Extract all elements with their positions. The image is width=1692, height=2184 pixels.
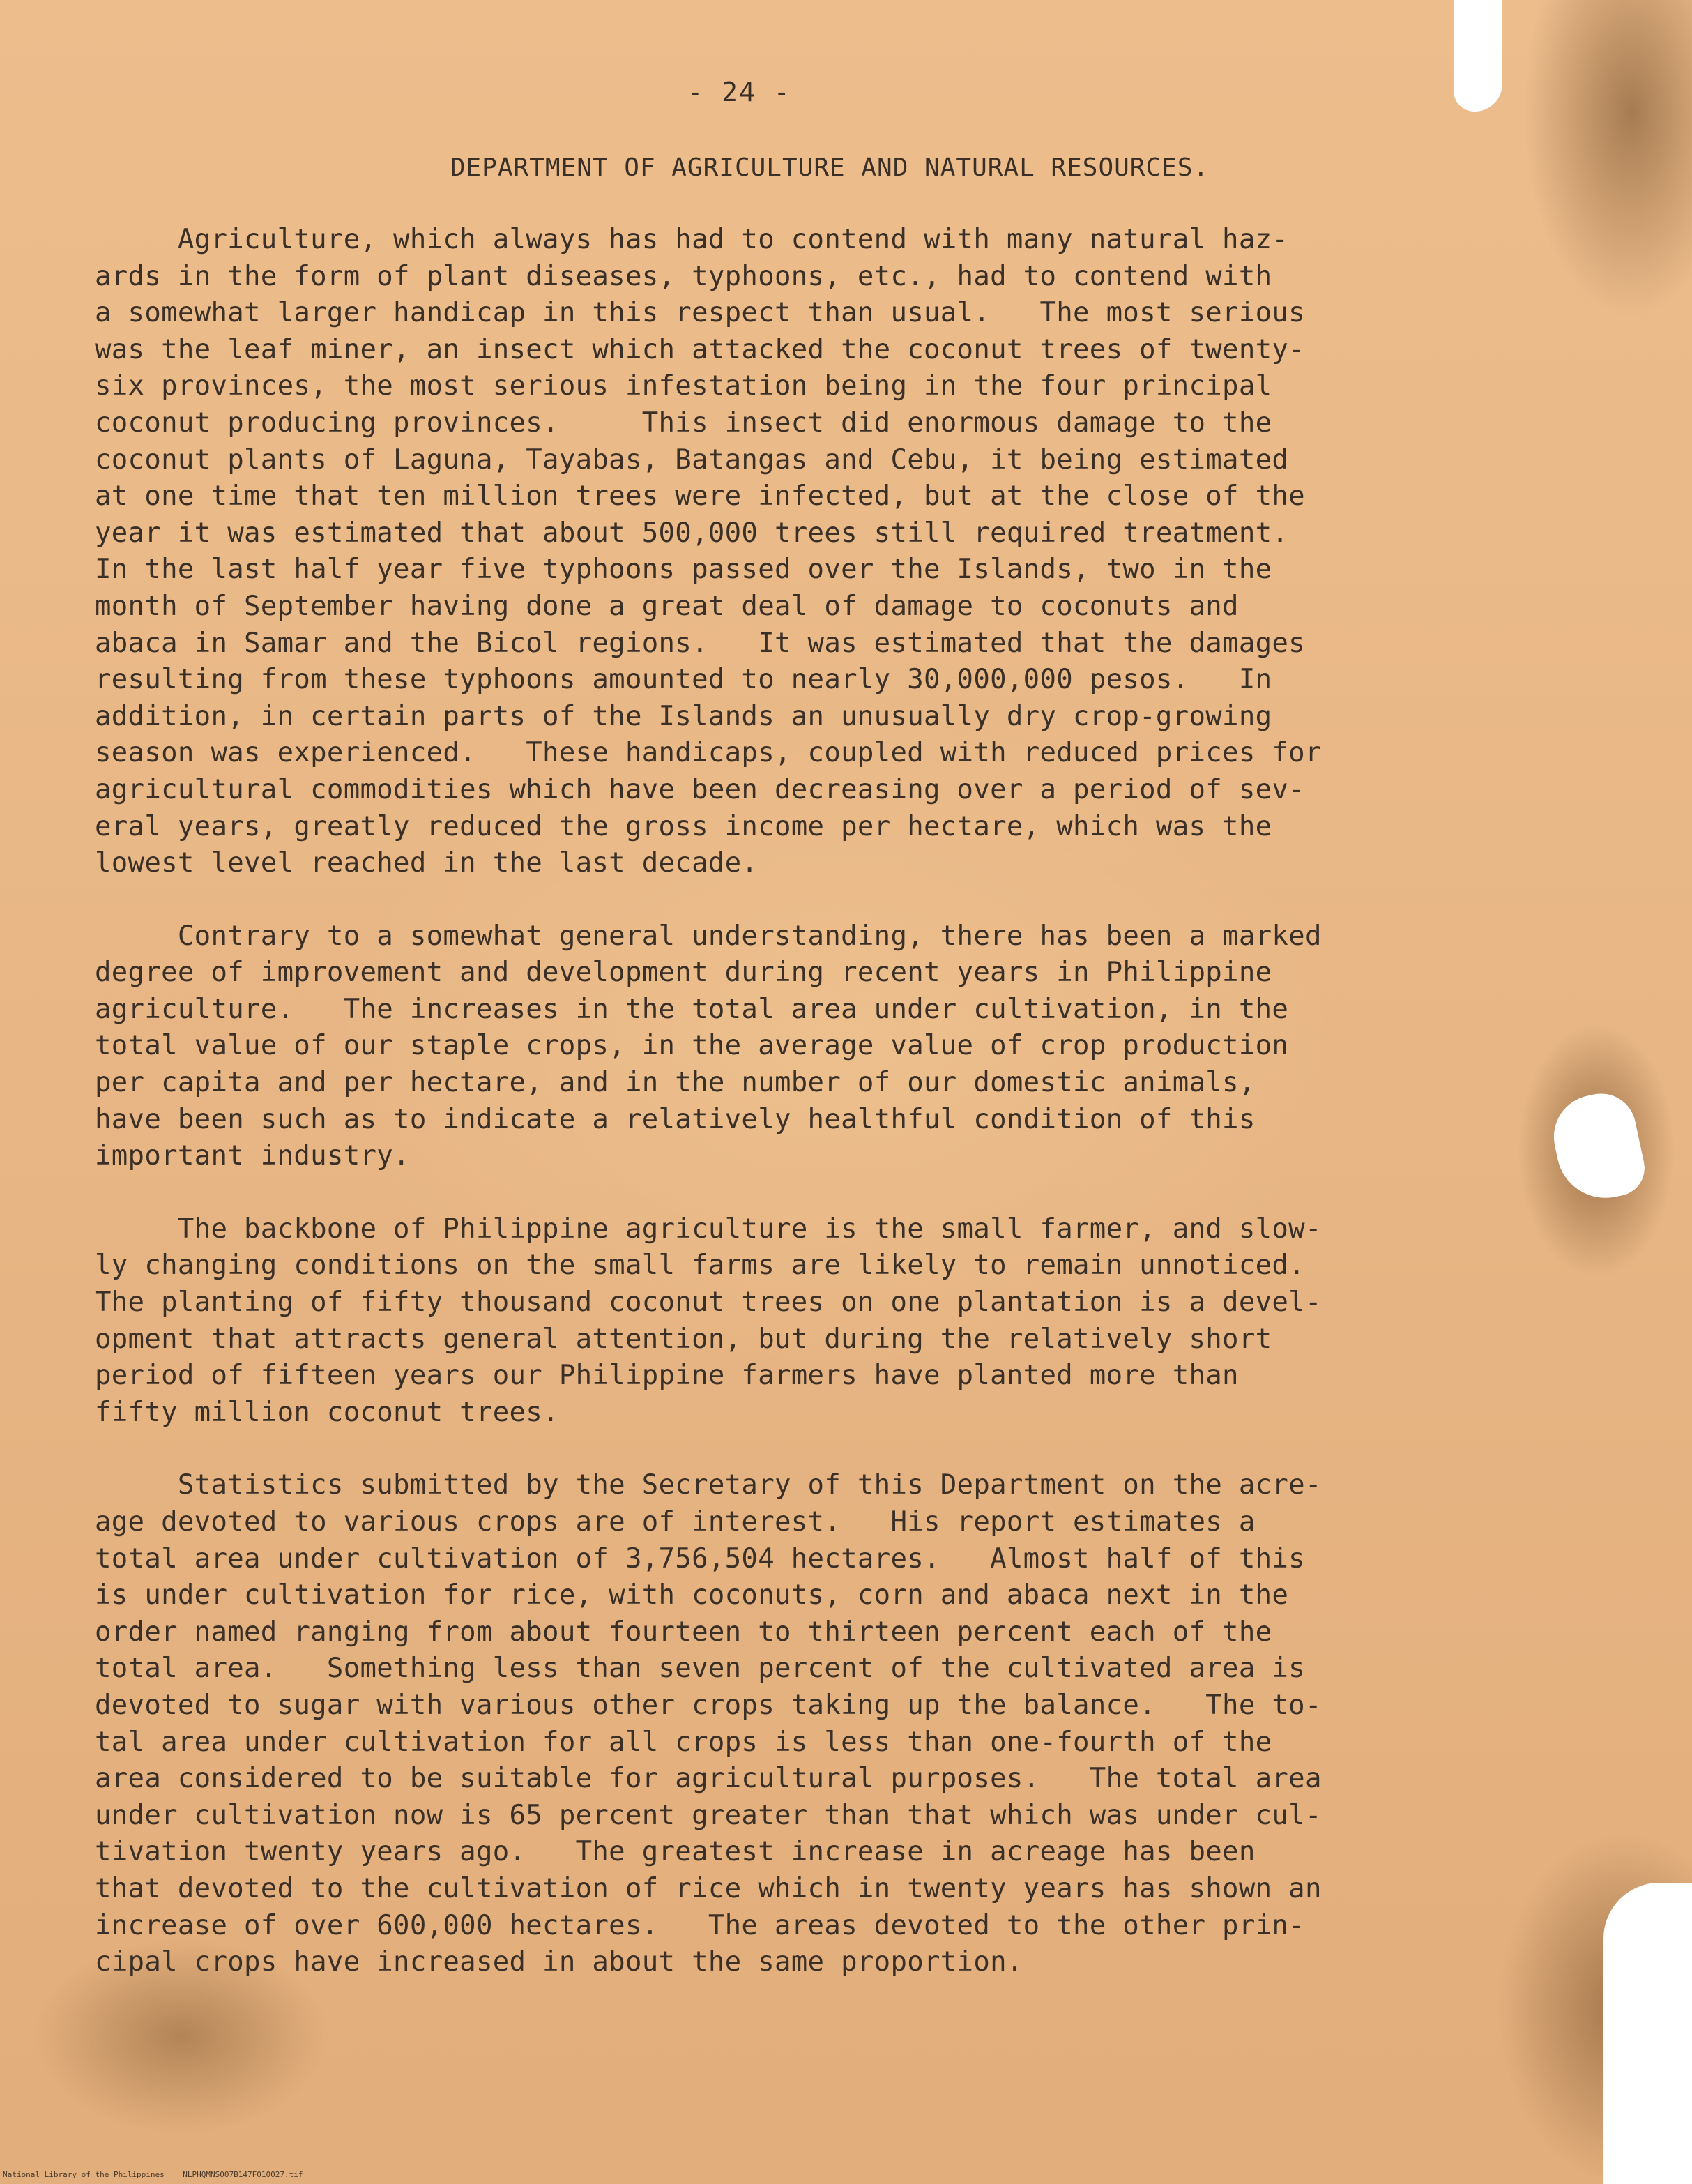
text-line: The planting of fifty thousand coconut trees on one plantation is a devel- bbox=[95, 1287, 1322, 1319]
paragraph-3 bbox=[95, 1211, 1489, 1432]
text-line: resulting from these typhoons amounted to nearly 30,000,000 pesos. In bbox=[95, 664, 1272, 696]
text-line: agriculture. The increases in the total area under cultivation, in the bbox=[95, 993, 1289, 1025]
text-line: The backbone of Philippine agriculture is the small farmer, and slow- bbox=[95, 1213, 1322, 1245]
text-line: addition, in certain parts of the Islands an unusually dry crop-growing bbox=[95, 700, 1272, 732]
text-line: important industry. bbox=[95, 1140, 410, 1172]
text-line: have been such as to indicate a relatively healthful condition of this bbox=[95, 1103, 1256, 1135]
paragraph-2 bbox=[95, 918, 1489, 1175]
text-line: month of September having done a great deal of damage to coconuts and bbox=[95, 590, 1239, 622]
paragraph-1 bbox=[95, 222, 1489, 882]
text-line: coconut producing provinces. This insect did enormous damage to the bbox=[95, 407, 1272, 439]
text-line: cipal crops have increased in about the same proportion. bbox=[95, 1946, 1023, 1978]
text-line: In the last half year five typhoons passed over the Islands, two in the bbox=[95, 554, 1272, 586]
text-line: fifty million coconut trees. bbox=[95, 1396, 559, 1428]
text-line: period of fifteen years our Philippine farmers have planted more than bbox=[95, 1360, 1239, 1392]
text-line: devoted to sugar with various other crops taking up the balance. The to- bbox=[95, 1689, 1322, 1721]
text-line: year it was estimated that about 500,000 trees still required treatment. bbox=[95, 517, 1289, 549]
text-line: under cultivation now is 65 percent greater than that which was under cul- bbox=[95, 1799, 1322, 1831]
text-line: abaca in Samar and the Bicol regions. It was estimated that the damages bbox=[95, 627, 1305, 659]
text-line: tivation twenty years ago. The greatest increase in acreage has been bbox=[95, 1836, 1256, 1868]
section-heading: DEPARTMENT OF AGRICULTURE AND NATURAL RESOURCES. bbox=[450, 153, 1210, 182]
paper-hole bbox=[1546, 1087, 1650, 1207]
page-number: - 24 - bbox=[687, 77, 791, 107]
text-line: lowest level reached in the last decade. bbox=[95, 847, 759, 879]
text-line: age devoted to various crops are of interest. His report estimates a bbox=[95, 1506, 1256, 1538]
text-line: opment that attracts general attention, but during the relatively short bbox=[95, 1323, 1272, 1355]
text-line: degree of improvement and development during recent years in Philippine bbox=[95, 957, 1272, 989]
archive-footer: National Library of the Philippines NLPHQMNS007B147F010027.tif bbox=[3, 2170, 303, 2179]
text-line: order named ranging from about fourteen to thirteen percent each of the bbox=[95, 1616, 1272, 1648]
text-line: is under cultivation for rice, with coconuts, corn and abaca next in the bbox=[95, 1579, 1289, 1612]
paragraph-4 bbox=[95, 1467, 1489, 1980]
text-line: was the leaf miner, an insect which attacked the coconut trees of twenty- bbox=[95, 333, 1305, 365]
text-line: eral years, greatly reduced the gross income per hectare, which was the bbox=[95, 810, 1272, 842]
text-line: total area under cultivation of 3,756,504 hectares. Almost half of this bbox=[95, 1542, 1305, 1575]
paper-tear bbox=[1603, 1883, 1692, 2184]
paper-tear bbox=[1454, 0, 1502, 112]
text-line: Contrary to a somewhat general understanding, there has been a marked bbox=[95, 920, 1322, 952]
body-text bbox=[95, 222, 1489, 2017]
text-line: area considered to be suitable for agricultural purposes. The total area bbox=[95, 1763, 1322, 1795]
text-line: agricultural commodities which have been decreasing over a period of sev- bbox=[95, 773, 1305, 805]
text-line: Statistics submitted by the Secretary of this Department on the acre- bbox=[95, 1469, 1322, 1501]
text-line: total area. Something less than seven percent of the cultivated area is bbox=[95, 1653, 1305, 1685]
text-line: at one time that ten million trees were infected, but at the close of the bbox=[95, 480, 1305, 513]
text-line: Agriculture, which always has had to contend with many natural haz- bbox=[95, 224, 1289, 255]
text-line: six provinces, the most serious infestation being in the four principal bbox=[95, 370, 1272, 402]
text-line: a somewhat larger handicap in this respect than usual. The most serious bbox=[95, 297, 1305, 329]
text-line: that devoted to the cultivation of rice which in twenty years has shown an bbox=[95, 1872, 1322, 1904]
text-line: increase of over 600,000 hectares. The areas devoted to the other prin- bbox=[95, 1909, 1305, 1941]
text-line: season was experienced. These handicaps, coupled with reduced prices for bbox=[95, 737, 1322, 769]
text-line: per capita and per hectare, and in the number of our domestic animals, bbox=[95, 1067, 1256, 1099]
text-line: total value of our staple crops, in the average value of crop production bbox=[95, 1030, 1289, 1062]
text-line: ly changing conditions on the small farms are likely to remain unnoticed. bbox=[95, 1250, 1305, 1282]
text-line: ards in the form of plant diseases, typhoons, etc., had to contend with bbox=[95, 260, 1272, 292]
text-line: coconut plants of Laguna, Tayabas, Batangas and Cebu, it being estimated bbox=[95, 443, 1289, 476]
text-line: tal area under cultivation for all crops is less than one-fourth of the bbox=[95, 1726, 1272, 1758]
